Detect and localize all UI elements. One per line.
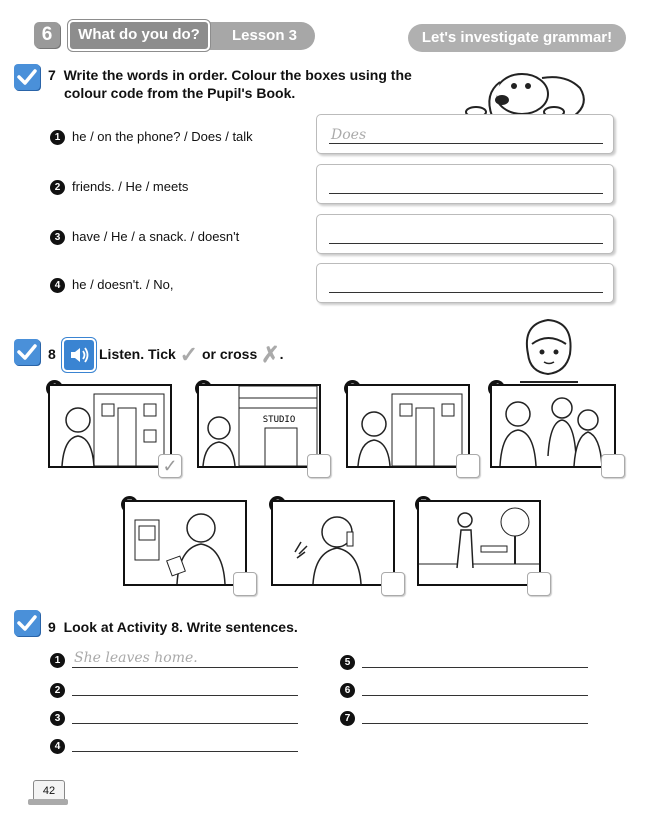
line-number: 6 [340,683,355,698]
line-number: 7 [340,711,355,726]
line-number: 4 [50,739,65,754]
line-number: 3 [50,711,65,726]
example-sentence: She leaves home. [74,650,198,666]
picture-studio [197,384,321,468]
lesson-label: Lesson 3 [231,27,297,44]
item-number: 2 [50,180,65,195]
tick-mark: ✓ [162,456,178,476]
ex7-number: 7 [48,67,56,83]
ex8-or-cross: or cross [202,346,258,362]
ex7-answer-box[interactable] [316,164,614,204]
answer-tickbox[interactable] [527,572,551,596]
answer-tickbox[interactable] [158,454,182,478]
picture-returning-home [346,384,470,468]
unit-number-badge: 6 [34,22,60,48]
ex7-title-line1: Write the words in order. Colour the boxes using the [63,67,412,83]
check-icon[interactable] [14,610,40,636]
write-line[interactable] [72,723,298,724]
write-line[interactable] [72,695,298,696]
answer-tickbox[interactable] [456,454,480,478]
ex7-item-text: he / doesn't. / No, [72,277,174,292]
answer-tickbox[interactable] [601,454,625,478]
picture-woman-phone [271,500,395,586]
check-icon[interactable] [14,64,40,90]
check-icon[interactable] [14,339,40,365]
studio-sign: STUDIO [262,415,296,425]
laptop-icon-base [28,799,68,805]
write-line[interactable] [362,667,588,668]
cross-icon: ✗ [261,342,280,367]
page-number: 42 [33,780,65,802]
ex7-item-text: he / on the phone? / Does / talk [72,129,253,144]
answer-tickbox[interactable] [233,572,257,596]
unit-title-badge: What do you do? [68,20,210,51]
ex9-number: 9 [48,619,56,635]
item-number: 4 [50,278,65,293]
ex7-answer-text: Does [331,127,367,143]
ex8-number: 8 [48,346,56,362]
item-number: 1 [50,130,65,145]
tick-icon: ✓ [179,342,199,367]
ex7-title-line2: colour code from the Pupil's Book. [64,85,296,101]
girl-illustration [518,314,580,384]
ex9-title-text: Look at Activity 8. Write sentences. [63,619,298,635]
picture-girl-leaving-house [48,384,172,468]
ex7-answer-box[interactable] [316,214,614,254]
write-line[interactable] [72,667,298,668]
ex7-answer-box[interactable] [316,263,614,303]
ex7-answer-box[interactable] [316,114,614,154]
ex7-item-text: friends. / He / meets [72,179,189,194]
answer-tickbox[interactable] [381,572,405,596]
answer-tickbox[interactable] [307,454,331,478]
item-number: 3 [50,230,65,245]
write-line[interactable] [72,751,298,752]
audio-speaker-icon[interactable] [62,338,96,372]
write-line[interactable] [362,695,588,696]
ex7-title [48,66,412,102]
ex8-end: . [279,346,284,362]
ex8-title-text: Listen. Tick [99,346,176,362]
line-number: 2 [50,683,65,698]
ex9-title [48,618,298,636]
line-number: 5 [340,655,355,670]
picture-park-walk [417,500,541,586]
section-badge: Let's investigate grammar! [408,24,626,52]
line-number: 1 [50,653,65,668]
picture-woman-snack [123,500,247,586]
ex7-item-text: have / He / a snack. / doesn't [72,229,240,244]
ex8-title [99,342,284,367]
write-line[interactable] [362,723,588,724]
picture-mother-children [490,384,616,468]
